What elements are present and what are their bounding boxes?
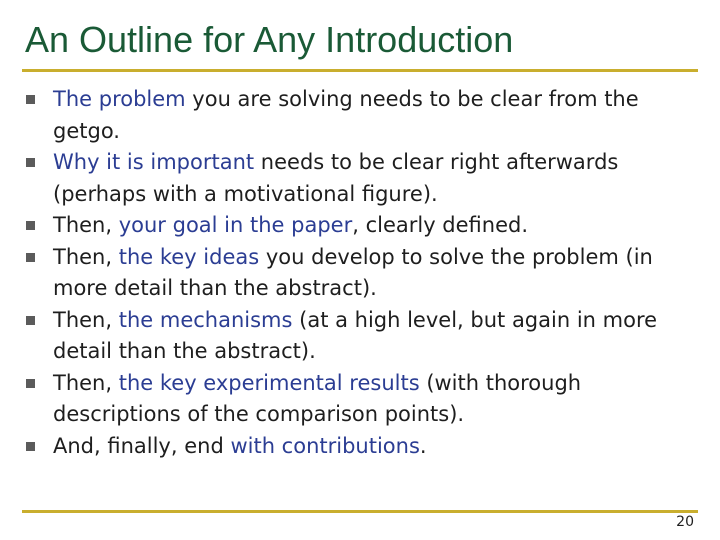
bullet-text: (with thorough descriptions of the comparison points). [53,370,582,426]
square-bullet-icon [26,95,35,104]
bullet-text: you develop to solve the problem (in more detail than the abstract). [53,244,653,300]
bullet-item [24,305,674,368]
bullet-item [24,431,674,463]
bullet-prefix: Then, [53,370,119,395]
page-number: 20 [676,514,694,530]
bullet-highlight: The problem [53,87,186,111]
bullet-prefix: Then, [53,244,119,269]
square-bullet-icon [26,253,35,262]
square-bullet-icon [26,379,35,388]
bullet-list [24,84,674,462]
bullet-text: needs to be clear right afterwards (perhaps with a motivational figure). [53,150,619,206]
title-divider [22,69,698,72]
bullet-item [24,210,674,242]
bullet-highlight: your goal in the paper [118,213,353,237]
bullet-item [24,84,674,147]
bullet-prefix: Then, [53,307,119,332]
square-bullet-icon [26,221,35,230]
slide-title: An Outline for Any Introduction [25,19,514,60]
footer-divider [22,510,698,513]
square-bullet-icon [26,316,35,325]
bullet-item [24,147,674,210]
square-bullet-icon [26,442,35,451]
bullet-highlight: Why it is important [53,150,255,174]
bullet-highlight: the key experimental results [118,370,420,395]
bullet-highlight: the mechanisms [118,307,293,332]
bullet-highlight: the key ideas [118,244,260,269]
bullet-item [24,368,674,431]
bullet-highlight: with contributions [230,433,420,458]
bullet-text: you are solving needs to be clear from the getgo. [53,87,639,143]
bullet-item [24,242,674,305]
bullet-text: . [419,433,427,458]
bullet-text: , clearly defined. [352,213,529,237]
bullet-prefix: Then, [53,213,119,237]
bullet-prefix: And, finally, end [53,433,231,458]
bullet-text: (at a high level, but again in more detail than the abstract). [53,307,658,363]
square-bullet-icon [26,158,35,167]
